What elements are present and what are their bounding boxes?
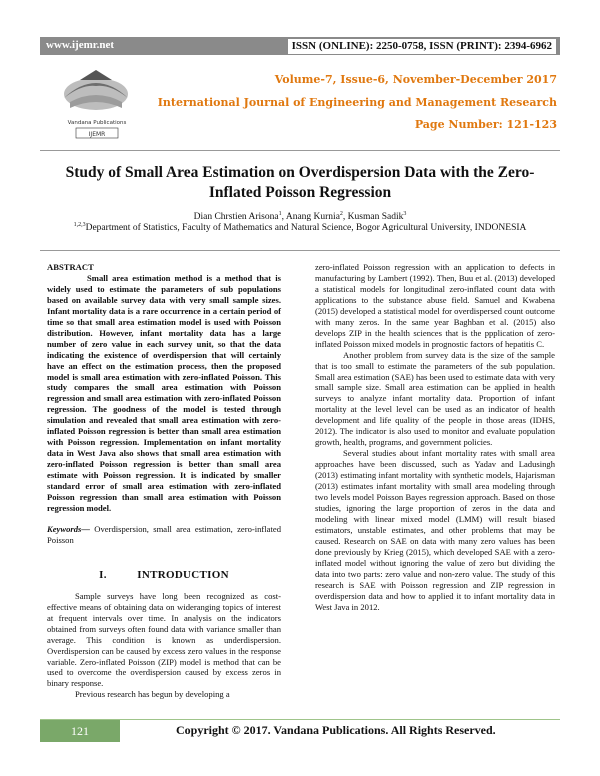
author-1-sup: 1 bbox=[278, 211, 282, 217]
author-3-sup: 3 bbox=[403, 211, 407, 217]
affiliation-sup: 1,2,3 bbox=[73, 222, 86, 228]
intro-paragraph-2: Previous research has begun by developing a bbox=[75, 689, 230, 700]
right-paragraph-2: Another problem from survey data is the size of the sample that is too small to estimate the parameters of the sub population. Small area estimation (SAE) has been used to estimate data with very small sample size. Small area estimation can be applied in health surveys to analyze infant mortality data. Proportion of infant mortality at the level level can be used as an indicator of health development and life quality of the people in those areas (IDHS, 2012). The indicator is also used to monitor and evaluate population growth, health, programs, and government policies. bbox=[315, 349, 555, 448]
logo-journal-text: IJEMR bbox=[88, 131, 106, 138]
body-divider bbox=[40, 250, 560, 251]
author-2: Anang Kurnia bbox=[285, 212, 340, 223]
left-column bbox=[47, 262, 281, 700]
footer-copyright: Copyright © 2017. Vandana Publications. All Rights Reserved. bbox=[176, 723, 496, 737]
header-divider bbox=[40, 150, 560, 151]
journal-url[interactable]: www.ijemr.net bbox=[46, 39, 115, 51]
author-1: Dian Chrstien Arisona bbox=[193, 212, 279, 223]
page-number-range: Page Number: 121-123 bbox=[414, 118, 557, 131]
author-list: Dian Chrstien Arisona$^1$, Anang Kurnia$^2$, Kusman Sadik$^3$ bbox=[193, 211, 407, 223]
volume-issue: Volume-7, Issue-6, November-December 2017 bbox=[274, 73, 557, 86]
page-footer bbox=[40, 719, 560, 742]
abstract-heading: ABSTRACT bbox=[47, 262, 94, 272]
intro-paragraph-1: Sample surveys have long been recognized as cost-effective means of obtaining data on wideranging topics of interest at frequent intervals over time. In analysis on the indicators obtained from surveys often found data with variance smaller than average. This condition is known as underdispersion. Overdispersion can be caused by excess zero values in the response variable. Zero-inflated Poisson (ZIP) model is method that can be used to overcome the overdispersion caused by excess zeros in binary response. bbox=[47, 590, 281, 689]
right-column bbox=[315, 262, 555, 613]
keywords bbox=[47, 524, 281, 546]
header-bar bbox=[40, 37, 560, 55]
author-3: Kusman Sadik bbox=[347, 212, 404, 223]
logo-publisher-text: Vandana Publications bbox=[67, 120, 127, 126]
publisher-logo bbox=[40, 58, 155, 148]
keywords-label: Keywords— bbox=[47, 523, 90, 534]
footer-page-number: 121 bbox=[40, 720, 120, 742]
author-2-sup: 2 bbox=[339, 211, 343, 217]
journal-name: International Journal of Engineering and Management Research bbox=[157, 96, 557, 109]
section-heading-introduction: I. INTRODUCTION bbox=[99, 568, 229, 581]
affiliation-text: Department of Statistics, Faculty of Mathematics and Natural Science, Bogor Agricultural University, INDONESIA bbox=[85, 223, 527, 234]
abstract-body: Small area estimation method is a method that is widely used to estimate the parameters of sub populations based on available survey data with very small sample sizes. Infant mortality data is a rare occurrence in a certain period of time so that small area estimation model is used with Poisson distribution. However, infant mortality data has a large number of zero value in each survey unit, so that the data indicating the existence of overdispersion that will certainly have an effect on the estimation process, then the proposed model is small area estimation with zero-inflated Poisson. This study compares the small area estimation with Poisson regression and small area estimation with zero-inflated Poisson regression. The goodness of the model is tested through simulation and revealed that small area estimation with zero-inflated Poisson regression is better than small area estimation with Poisson regression. Implementation on infant mortality data in West Java also shows that small area estimation with zero-inflated Poisson regression is better than small area estimate with Poisson regression. It is indicated by smaller standard error of small area estimation with zero-inflated Poisson regression than small area estimation with Poisson regression model. bbox=[47, 272, 281, 513]
issn-label: ISSN (ONLINE): 2250-0758, ISSN (PRINT): 2394-6962 bbox=[288, 39, 556, 54]
paper-title: Study of Small Area Estimation on Overdispersion Data with the Zero-Inflated Poisson Regression bbox=[65, 164, 535, 201]
right-paragraph-3: Several studies about infant mortality rates with small area approaches have been discussed, such as Yadav and Ladusingh (2013) estimating infant mortality with synthetic models, Hajarisman (2013) estimates infant mortality with small area modeling through two levels model Poisson Bayes regression approach. Based on those studies, ignoring the large proportion of zeros in the data and modeling with linear mixed model (LMM) will result biased estimators, unstable estimates, and other problems that may be caused. Research on SAE on data with many zero values has been done previously by Krieg (2015), which developed SAE with a zero-inflated model without ignoring the value of zero but dividing the data into two parts: zero value and non-zero value. The study of this research is SAE with Poisson regression and ZIP regression in overdispersion data and how to applied it to infant mortality data in West Java in 2012. bbox=[315, 448, 555, 612]
keywords-text: Overdispersion, small area estimation, zero-inflated Poisson bbox=[47, 523, 281, 545]
affiliation bbox=[40, 222, 560, 233]
right-paragraph-1: zero-inflated Poisson regression with an application to defects in manufacturing by Lambert (1992). Then, Buu et al. (2013) developed a statistical models for longitudinal zero-inflated count data with applications to the substance abuse field. Samuel and Kwabena (2015) developed a statistical model for overdispersed count outcome with many zeros. In the same year Baghban et al. (2015) also develops ZIP in the health sciences that is the ppplication of zero-inflated Poisson mixed models in prognostic factors of hepatitis C. bbox=[315, 262, 555, 349]
